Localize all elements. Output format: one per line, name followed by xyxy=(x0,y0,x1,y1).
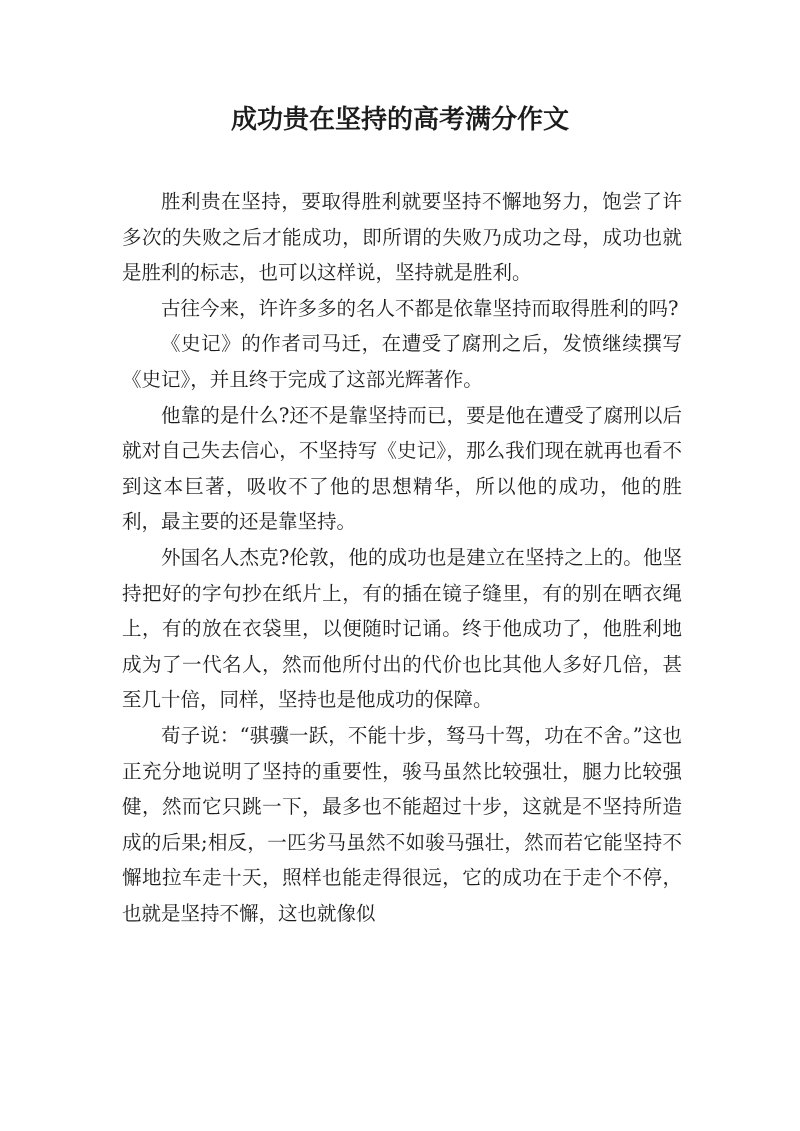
paragraph-1: 胜利贵在坚持，要取得胜利就要坚持不懈地努力，饱尝了许多次的失败之后才能成功，即所谓的失败乃成功之母，成功也就是胜利的标志，也可以这样说，坚持就是胜利。 xyxy=(122,190,682,285)
paragraph-4: 他靠的是什么?还不是靠坚持而已，要是他在遭受了腐刑以后就对自己失去信心，不坚持写《史记》，那么我们现在就再也看不到这本巨著，吸收不了他的思想精华，所以他的成功，他的胜利，最主要的还是靠坚持。 xyxy=(122,403,682,534)
document-body xyxy=(122,184,682,931)
paragraph-6: 荀子说：“骐骥一跃，不能十步，驽马十驾，功在不舍。”这也正充分地说明了坚持的重要性，骏马虽然比较强壮，腿力比较强健，然而它只跳一下，最多也不能超过十步，这就是不坚持所造成的后果;相反，一匹劣马虽然不如骏马强壮，然而若它能坚持不懈地拉车走十天，照样也能走得很远，它的成功在于走个不停，也就是坚持不懈，这也就像似 xyxy=(122,723,682,925)
document-title: 成功贵在坚持的高考满分作文 xyxy=(230,105,569,135)
paragraph-2: 古往今来，许许多多的名人不都是依靠坚持而取得胜利的吗? xyxy=(161,296,679,320)
paragraph-5: 外国名人杰克?伦敦，他的成功也是建立在坚持之上的。他坚持把好的字句抄在纸片上，有的插在镜子缝里，有的别在晒衣绳上，有的放在衣袋里，以便随时记诵。终于他成功了，他胜利地成为了一代名人，然而他所付出的代价也比其他人多好几倍，甚至几十倍，同样，坚持也是他成功的保障。 xyxy=(122,545,682,712)
paragraph-3: 《史记》的作者司马迁，在遭受了腐刑之后，发愤继续撰写《史记》，并且终于完成了这部光辉著作。 xyxy=(122,332,682,391)
